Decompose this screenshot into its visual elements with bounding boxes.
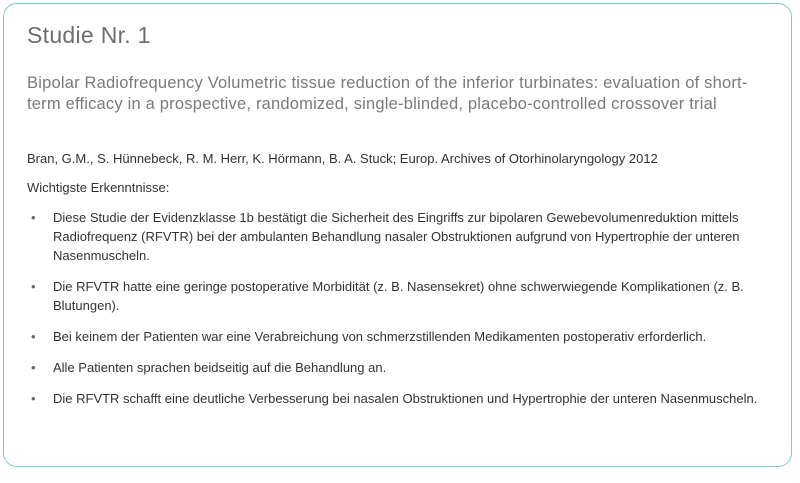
study-heading: Studie Nr. 1 [27, 22, 151, 48]
finding-item [27, 208, 777, 265]
bullet-icon: • [31, 391, 36, 406]
finding-item [27, 358, 777, 377]
bullet-icon: • [31, 329, 36, 344]
finding-text: Diese Studie der Evidenzklasse 1b bestätigt die Sicherheit des Eingriffs zur bipolaren Gewebevolumenreduktion mittels Radiofrequenz (RFVTR) bei der ambulanten Behandlung nasaler Obstruktionen aufgrund von Hypertrophie der unteren Nasenmuscheln. [53, 210, 740, 263]
key-findings-list [27, 208, 777, 420]
finding-item [27, 327, 777, 346]
finding-item [27, 389, 777, 408]
bullet-icon: • [31, 279, 36, 294]
finding-text: Alle Patienten sprachen beidseitig auf die Behandlung an. [53, 360, 387, 375]
bullet-icon: • [31, 360, 36, 375]
key-findings-label: Wichtigste Erkenntnisse: [27, 180, 170, 195]
finding-text: Die RFVTR schafft eine deutliche Verbesserung bei nasalen Obstruktionen und Hypertrophie der unteren Nasenmuscheln. [53, 391, 758, 406]
paper-citation: Bran, G.M., S. Hünnebeck, R. M. Herr, K. Hörmann, B. A. Stuck; Europ. Archives of Otorhinolaryngology 2012 [27, 151, 658, 166]
finding-item [27, 277, 777, 315]
bullet-icon: • [31, 210, 36, 225]
finding-text: Bei keinem der Patienten war eine Verabreichung von schmerzstillenden Medikamenten postoperativ erforderlich. [53, 329, 707, 344]
finding-text: Die RFVTR hatte eine geringe postoperative Morbidität (z. B. Nasensekret) ohne schwerwiegende Komplikationen (z. B. Blutungen). [53, 279, 744, 313]
paper-title: Bipolar Radiofrequency Volumetric tissue reduction of the inferior turbinates: evaluation of short-term efficacy in a prospective, randomized, single-blinded, placebo-controlled crossover trial [27, 74, 748, 113]
study-card [3, 3, 792, 467]
